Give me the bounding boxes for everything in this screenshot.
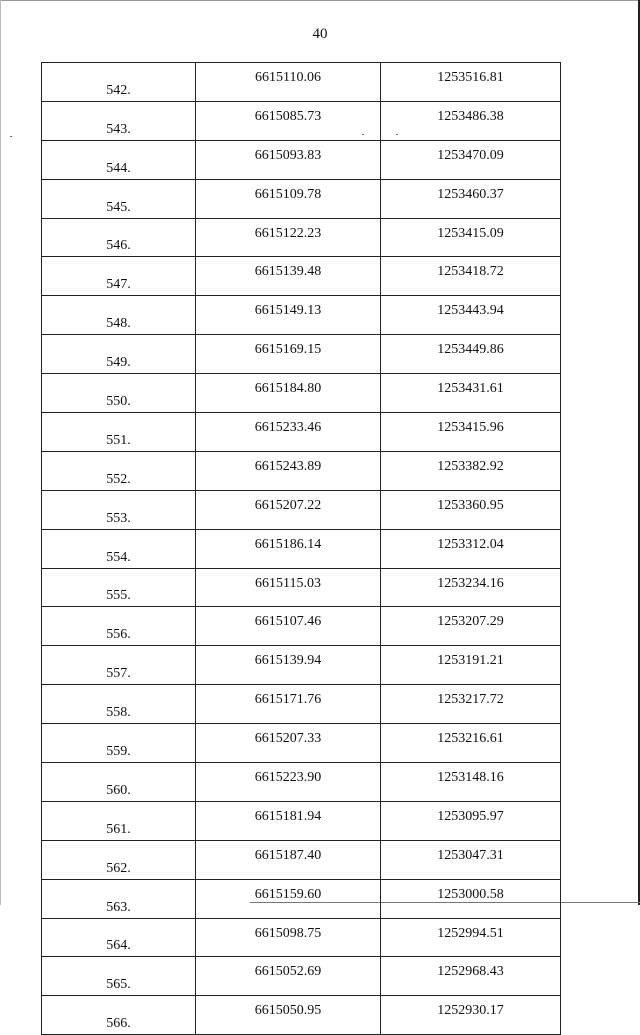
coordinates-table — [41, 62, 561, 1035]
x-coordinate-cell: 6615187.40 — [196, 840, 381, 879]
x-coordinate-cell: 6615243.89 — [196, 451, 381, 490]
y-coordinate-cell: 1253312.04 — [381, 529, 561, 568]
point-number-cell: 564. — [42, 918, 196, 957]
y-coordinate-cell: 1253360.95 — [381, 490, 561, 529]
point-number-cell: 557. — [42, 646, 196, 685]
point-number-cell: 562. — [42, 840, 196, 879]
x-coordinate-cell: 6615186.14 — [196, 529, 381, 568]
table-row — [42, 101, 561, 140]
table-row — [42, 451, 561, 490]
y-coordinate-cell: 1253207.29 — [381, 607, 561, 646]
y-coordinate-cell: 1253449.86 — [381, 335, 561, 374]
page-border-top — [0, 0, 640, 1]
table-row — [42, 879, 561, 918]
y-coordinate-cell: 1253415.96 — [381, 413, 561, 452]
x-coordinate-cell: 6615207.22 — [196, 490, 381, 529]
point-number-cell: 560. — [42, 763, 196, 802]
x-coordinate-cell: 6615109.78 — [196, 179, 381, 218]
x-coordinate-cell: 6615184.80 — [196, 374, 381, 413]
y-coordinate-cell: 1253000.58 — [381, 879, 561, 918]
y-coordinate-cell: 1253148.16 — [381, 763, 561, 802]
point-number-cell: 548. — [42, 296, 196, 335]
table-row — [42, 140, 561, 179]
table-row — [42, 607, 561, 646]
table-row — [42, 257, 561, 296]
x-coordinate-cell: 6615171.76 — [196, 685, 381, 724]
point-number-cell: 549. — [42, 335, 196, 374]
x-coordinate-cell: 6615169.15 — [196, 335, 381, 374]
point-number-cell: 543. — [42, 101, 196, 140]
point-number-cell: 551. — [42, 413, 196, 452]
page-number: 40 — [312, 26, 328, 42]
table-row — [42, 218, 561, 257]
table-row — [42, 413, 561, 452]
table-row — [42, 529, 561, 568]
table-row — [42, 801, 561, 840]
coordinates-table-body — [42, 63, 561, 1035]
point-number-cell: 545. — [42, 179, 196, 218]
x-coordinate-cell: 6615093.83 — [196, 140, 381, 179]
y-coordinate-cell: 1252930.17 — [381, 996, 561, 1035]
table-row — [42, 957, 561, 996]
y-coordinate-cell: 1253095.97 — [381, 801, 561, 840]
y-coordinate-cell: 1253460.37 — [381, 179, 561, 218]
x-coordinate-cell: 6615233.46 — [196, 413, 381, 452]
y-coordinate-cell: 1253234.16 — [381, 568, 561, 607]
table-row — [42, 490, 561, 529]
point-number-cell: 544. — [42, 140, 196, 179]
y-coordinate-cell: 1253516.81 — [381, 63, 561, 102]
x-coordinate-cell: 6615050.95 — [196, 996, 381, 1035]
table-row — [42, 374, 561, 413]
y-coordinate-cell: 1253418.72 — [381, 257, 561, 296]
x-coordinate-cell: 6615149.13 — [196, 296, 381, 335]
y-coordinate-cell: 1253191.21 — [381, 646, 561, 685]
table-row — [42, 724, 561, 763]
point-number-cell: 558. — [42, 685, 196, 724]
point-number-cell: 550. — [42, 374, 196, 413]
y-coordinate-cell: 1253216.61 — [381, 724, 561, 763]
y-coordinate-cell: 1253470.09 — [381, 140, 561, 179]
x-coordinate-cell: 6615223.90 — [196, 763, 381, 802]
x-coordinate-cell: 6615110.06 — [196, 63, 381, 102]
table-row — [42, 179, 561, 218]
x-coordinate-cell: 6615159.60 — [196, 879, 381, 918]
table-row — [42, 685, 561, 724]
y-coordinate-cell: 1253443.94 — [381, 296, 561, 335]
table-row — [42, 840, 561, 879]
x-coordinate-cell: 6615107.46 — [196, 607, 381, 646]
table-row — [42, 763, 561, 802]
y-coordinate-cell: 1253382.92 — [381, 451, 561, 490]
x-coordinate-cell: 6615052.69 — [196, 957, 381, 996]
point-number-cell: 552. — [42, 451, 196, 490]
table-row — [42, 646, 561, 685]
y-coordinate-cell: 1253415.09 — [381, 218, 561, 257]
point-number-cell: 565. — [42, 957, 196, 996]
y-coordinate-cell: 1253217.72 — [381, 685, 561, 724]
point-number-cell: 566. — [42, 996, 196, 1035]
point-number-cell: 559. — [42, 724, 196, 763]
y-coordinate-cell: 1252968.43 — [381, 957, 561, 996]
scan-speck — [10, 136, 12, 137]
point-number-cell: 555. — [42, 568, 196, 607]
y-coordinate-cell: 1253047.31 — [381, 840, 561, 879]
x-coordinate-cell: 6615122.23 — [196, 218, 381, 257]
x-coordinate-cell: 6615115.03 — [196, 568, 381, 607]
table-row — [42, 335, 561, 374]
point-number-cell: 554. — [42, 529, 196, 568]
page-border-left — [0, 0, 1, 905]
point-number-cell: 547. — [42, 257, 196, 296]
point-number-cell: 556. — [42, 607, 196, 646]
point-number-cell: 542. — [42, 63, 196, 102]
point-number-cell: 553. — [42, 490, 196, 529]
table-row — [42, 996, 561, 1035]
y-coordinate-cell: 1253431.61 — [381, 374, 561, 413]
x-coordinate-cell: 6615085.73 — [196, 101, 381, 140]
y-coordinate-cell: 1252994.51 — [381, 918, 561, 957]
x-coordinate-cell: 6615207.33 — [196, 724, 381, 763]
table-row — [42, 296, 561, 335]
x-coordinate-cell: 6615098.75 — [196, 918, 381, 957]
point-number-cell: 563. — [42, 879, 196, 918]
x-coordinate-cell: 6615181.94 — [196, 801, 381, 840]
point-number-cell: 546. — [42, 218, 196, 257]
point-number-cell: 561. — [42, 801, 196, 840]
x-coordinate-cell: 6615139.48 — [196, 257, 381, 296]
table-row — [42, 918, 561, 957]
x-coordinate-cell: 6615139.94 — [196, 646, 381, 685]
table-row — [42, 568, 561, 607]
table-row — [42, 63, 561, 102]
y-coordinate-cell: 1253486.38 — [381, 101, 561, 140]
